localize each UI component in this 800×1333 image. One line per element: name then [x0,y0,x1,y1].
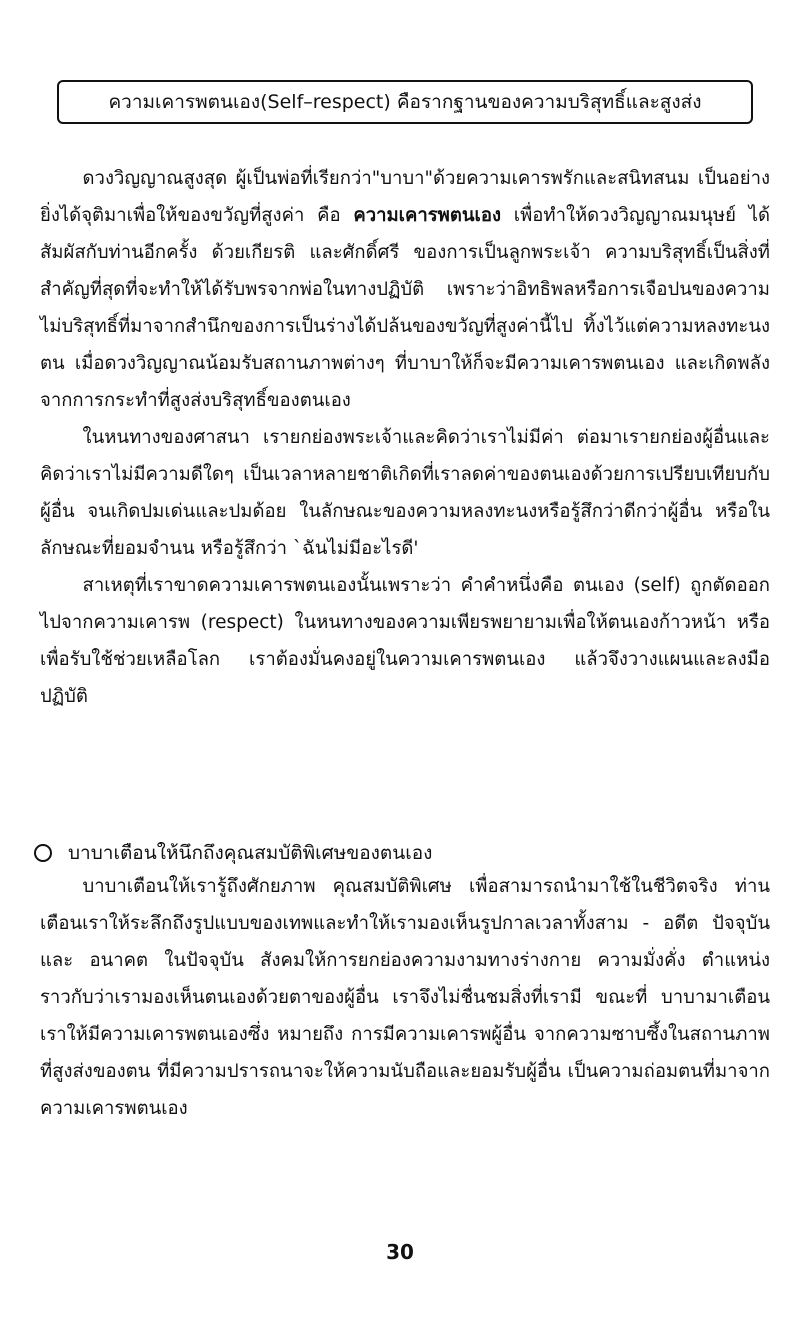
paragraph-1-part-b: เพื่อทำให้ดวงวิญญาณมนุษย์ ได้สัมผัสกับท่านอีกครั้ง ด้วยเกียรติ และศักดิ์ศรี ของการเป็นลูกพระเจ้า ความบริสุทธิ์เป็นสิ่งที่สำคัญที่สุดที่จะทำให้ได้รับพรจากพ่อในทางปฏิบัติ เพราะว่าอิทธิพลหรือการเจือปนของความไม่บริสุทธิ์ที่มาจากสำนึกของการเป็นร่างได้ปล้นของขวัญที่สูงค่านี้ไป ทิ้งไว้แต่ความหลงทะนงตน เมื่อดวงวิญญาณน้อมรับสถานภาพต่างๆ ที่บาบาให้ก็จะมีความเคารพตนเอง และเกิดพลังจากการกระทำที่สูงส่งบริสุทธิ์ของตนเอง [40,205,771,411]
page-number: 30 [386,1240,414,1264]
paragraph-1 [40,160,770,419]
paragraph-1-bold-term: ความเคารพตนเอง [353,205,502,226]
circle-bullet-icon [34,844,52,862]
paragraph-1-part-a: ดวงวิญญาณสูงสุด ผู้เป็นพ่อที่เรียกว่า"บาบา"ด้วยความเคารพรักและสนิทสนม เป็นอย่างยิ่งได้จุติมาเพื่อให้ของขวัญที่สูงค่า คือ [40,168,770,226]
title-box [57,80,753,124]
section-heading-text: บาบาเตือนให้นึกถึงคุณสมบัติพิเศษของตนเอง [68,842,433,864]
section-heading [34,838,774,868]
section-paragraph: บาบาเตือนให้เรารู้ถึงศักยภาพ คุณสมบัติพิเศษ เพื่อสามารถนำมาใช้ในชีวิตจริง ท่านเตือนเราให้ระลึกถึงรูปแบบของเทพและทำให้เรามองเห็นรูปกาลเวลาทั้งสาม - อดีต ปัจจุบัน และ อนาคต ในปัจจุบัน สังคมให้การยกย่องความงามทางร่างกาย ความมั่งคั่ง ตำแหน่ง ราวกับว่าเรามองเห็นตนเองด้วยตาของผู้อื่น เราจึงไม่ชื่นชมสิ่งที่เรามี ขณะที่ บาบามาเตือนเราให้มีความเคารพตนเองซึ่ง หมายถึง การมีความเคารพผู้อื่น จากความซาบซึ้งในสถานภาพที่สูงส่งของตน ที่มีความปรารถนาจะให้ความนับถือและยอมรับผู้อื่น เป็นความถ่อมตนที่มาจากความเคารพตนเอง [40,876,770,1119]
page-title: ความเคารพตนเอง(Self–respect) คือรากฐานของความบริสุทธิ์และสูงส่ง [108,91,702,113]
paragraph-3: สาเหตุที่เราขาดความเคารพตนเองนั้นเพราะว่า คำคำหนึ่งคือ ตนเอง (self) ถูกตัดออกไปจากความเคารพ (respect) ในหนทางของความเพียรพยายามเพื่อให้ตนเองก้าวหน้า หรือเพื่อรับใช้ช่วยเหลือโลก เราต้องมั่นคงอยู่ในความเคารพตนเอง แล้วจึงวางแผนและลงมือปฏิบัติ [40,575,770,707]
section-body [40,868,770,1127]
paragraph-2: ในหนทางของศาสนา เรายกย่องพระเจ้าและคิดว่าเราไม่มีค่า ต่อมาเรายกย่องผู้อื่นและคิดว่าเราไม่มีความดีใดๆ เป็นเวลาหลายชาติเกิดที่เราลดค่าของตนเองด้วยการเปรียบเทียบกับผู้อื่น จนเกิดปมเด่นและปมด้อย ในลักษณะของความหลงทะนงหรือรู้สึกว่าดีกว่าผู้อื่น หรือในลักษณะที่ยอมจำนน หรือรู้สึกว่า `ฉันไม่มีอะไรดี' [40,427,770,559]
main-body [40,160,770,715]
